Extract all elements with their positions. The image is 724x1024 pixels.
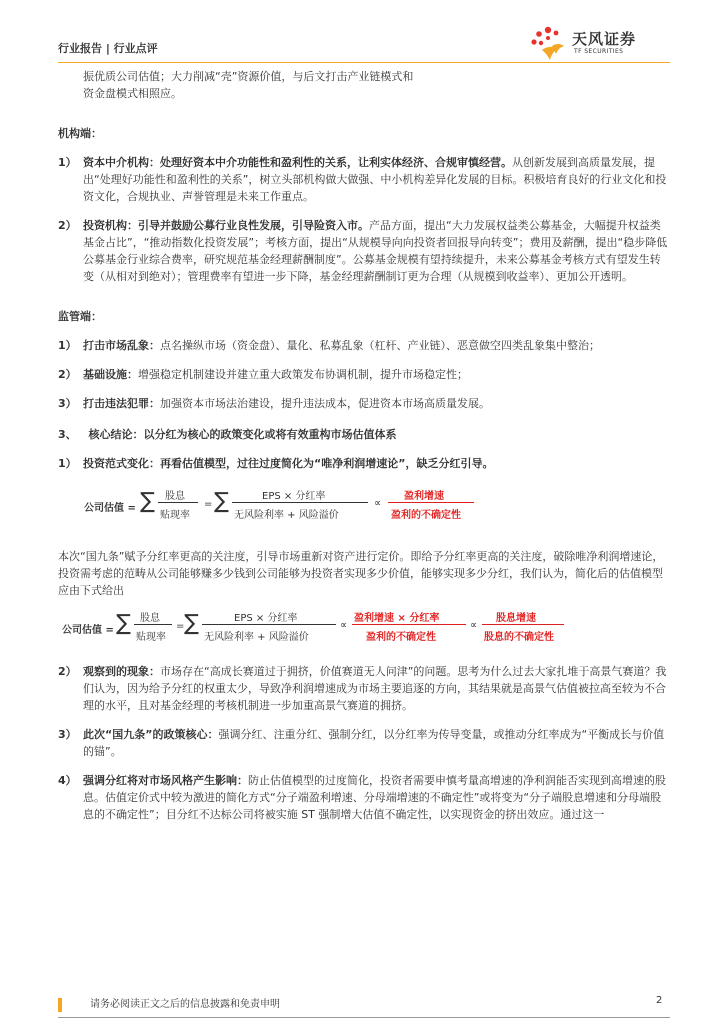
formula-denominator-red: 盈利的不确定性 [391,510,461,521]
formula-numerator: 股息 [140,613,160,624]
item-text: 增强稳定机制建设并建立重大政策发布协调机制，提升市场稳定性； [138,368,468,381]
footer-disclaimer: 请务必阅读正文之后的信息披露和免责申明 [90,999,280,1010]
report-type-label: 行业报告 | 行业点评 [58,42,158,55]
section-title: 核心结论：以分红为核心的政策变化或将有效重构市场估值体系 [88,428,397,441]
item-text: 加强资本市场法治建设，提升违法成本，促进资本市场高质量发展。 [160,397,490,410]
fraction-bar [232,502,368,503]
fraction-bar-red [352,624,466,625]
paragraph: 本次“国九条”赋予分红率更高的关注度，引导市场重新对资产进行定价。即给予分红率更高的关注度，破除唯净利润增速论，投资需考虑的范畴从公司能够赚多少钱到公司能够为投资者实现多少价值，能够实现多少分红，我们认为，简化后的估值模型应由下式给出 [58,550,664,597]
formula-numerator: EPS × 分红率 [234,613,298,624]
formula-denominator-red: 盈利的不确定性 [366,632,436,643]
list-item [58,772,670,823]
list-item [58,154,670,205]
sum-symbol: ∑ [214,489,229,514]
formula-numerator: 股息 [165,491,185,502]
formula-denominator: 贴现率 [136,632,166,643]
formula-denominator: 贴现率 [160,510,190,521]
formula-lhs: 公司估值 = [62,625,114,636]
logo-en-text: TF SECURITIES [574,48,624,55]
fraction-bar-red [388,502,474,503]
formula-lhs: 公司估值 = [84,503,136,514]
sum-symbol: ∑ [184,611,199,636]
formula-proportional: ∝ [374,498,382,509]
item-heading: 资本中介机构：处理好资本中介功能性和盈利性的关系，让利实体经济、合规审慎经营。 [83,156,512,169]
formula-numerator-red: 股息增速 [496,613,536,624]
item-heading: 打击违法犯罪： [83,397,160,410]
list-item [58,726,670,760]
item-heading: 强调分红将对市场风格产生影响： [83,774,248,787]
item-number: 4） [58,774,77,787]
item-heading: 投资机构：引导并鼓励公募行业良性发展，引导险资入市。 [83,219,369,232]
main-content [58,68,670,823]
valuation-formula-2 [58,605,670,651]
footer-divider [58,1017,670,1018]
item-text: 市场存在“高成长赛道过于拥挤，价值赛道无人问津”的问题。思考为什么过去大家扎堆于高景气赛道？我们认为，因为给予分红的权重太少，导致净利润增速成为市场主要追逐的方向，其结果就是高景气估值被拉高至较为不合理的水平，且对基金经理的考核机制进一步加重高景气赛道的拥挤。 [83,665,667,712]
page-number: 2 [656,995,663,1006]
regulator-section-title: 监管端： [58,310,102,323]
item-text: 防止估值模型的过度简化，投资者需要申慎考量高增速的净利润能否实现到高增速的股息。估值定价式中较为激进的简化方式“分子端盈利增速、分母端增速的不确定性”或将变为“分子端股息增速和分母端股息的不确定性”；目分红不达标公司将被实施 ST 强制增大估值不确定性，以实现资金的挤出效应。通过这一 [83,774,666,821]
sum-symbol: ∑ [140,489,155,514]
item-number: 2） [58,368,77,381]
logo-cn-text: 天风证券 [572,30,637,48]
formula-proportional: ∝ [470,620,478,631]
institution-section-title: 机构端： [58,127,102,140]
valuation-formula-1 [58,478,670,534]
item-text: 从创新发展到高质量发展，提出“处理好功能性和盈利性的关系”，树立头部机构做大做强、中小机构差异化发展的目标。积极培育良好的行业文化和投资文化，合规执业、声誉管理是未来工作重点。 [83,156,667,203]
item-number: 2） [58,219,77,232]
formula-denominator: 无风险利率 + 风险溢价 [234,510,339,521]
header-divider [58,62,670,63]
section-number: 3、 [58,428,77,441]
sum-symbol: ∑ [116,611,131,636]
formula-equals: = [204,499,213,510]
item-number: 1） [58,339,77,352]
formula-equals: = [176,621,185,632]
item-heading: 投资范式变化：再看估值模型，过往过度简化为“唯净利润增速论”，缺乏分红引导。 [83,457,494,470]
item-text: 点名操纵市场（资金盘）、量化、私募乱象（杠杆、产业链）、恶意做空四类乱象集中整治； [160,339,600,352]
item-heading: 基础设施： [83,368,138,381]
fraction-bar [134,624,172,625]
item-number: 1） [58,457,77,470]
fraction-bar-red [482,624,564,625]
item-number: 2） [58,665,77,678]
item-number: 3） [58,728,77,741]
fraction-bar [202,624,336,625]
list-item [58,395,670,412]
footer-accent-bar [58,998,62,1012]
formula-denominator: 无风险利率 + 风险溢价 [204,632,309,643]
item-text: 强调分红、注重分红、强制分红，以分红率为传导变量，或推动分红率成为“平衡成长与价值的锚”。 [83,728,665,758]
section-3-heading [58,426,670,443]
brand-logo [528,24,668,66]
item-heading: 打击市场乱象： [83,339,160,352]
item-heading: 观察到的现象： [83,665,160,678]
item-number: 1） [58,156,77,169]
formula-numerator-red: 盈利增速 [404,491,444,502]
list-item [58,217,670,285]
fraction-bar [158,502,198,503]
item-text: 产品方面，提出“大力发展权益类公募基金，大幅提升权益类基金占比”，“推动指数化投资发展”；考核方面，提出“从规模导向向投资者回报导向转变”；费用及薪酬，提出“稳步降低公募基金行业综合费率，研究规范基金经理薪酬制度”。公募基金规模有望持续提升，未来公募基金考核方式有望发生转变（从相对到绝对）；管理费率有望进一步下降，基金经理薪酬制订更为合理（从规模到收益率）、更加公开透明。 [83,219,668,283]
formula-numerator-red: 盈利增速 × 分红率 [354,613,440,624]
formula-proportional: ∝ [340,620,348,631]
tf-logo-icon [528,24,568,64]
list-item [58,337,670,354]
formula-denominator-red: 股息的不确定性 [484,632,554,643]
list-item [58,455,670,472]
item-number: 3） [58,397,77,410]
item-heading: 此次“国九条”的政策核心： [83,728,219,741]
list-item [58,663,670,714]
intro-line-2: 资金盘模式相照应。 [83,87,182,100]
formula-numerator: EPS × 分红率 [262,491,326,502]
list-item [58,366,670,383]
intro-line-1: 振优质公司估值；大力削减“壳”资源价值，与后文打击产业链模式和 [83,70,414,83]
